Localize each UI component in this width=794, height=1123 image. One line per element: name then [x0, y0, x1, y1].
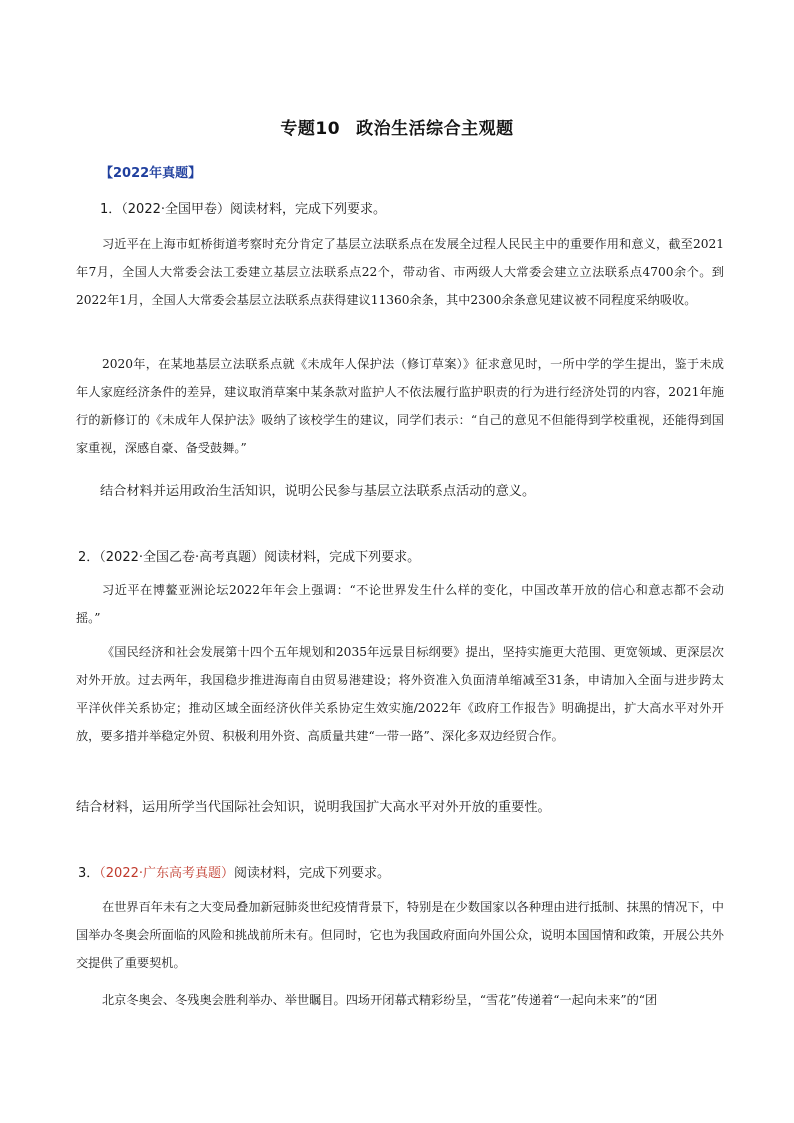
- q2-header: 2．（2022·全国乙卷·高考真题）阅读材料，完成下列要求。: [78, 550, 421, 565]
- section-tag: 【2022年真题】: [100, 166, 202, 181]
- q3-instruction: 阅读材料，完成下列要求。: [234, 866, 391, 881]
- q1-paragraph-1: 习近平在上海市虹桥街道考察时充分肯定了基层立法联系点在发展全过程人民民主中的重要作用和意义，截至2021年7月，全国人大常委会法工委建立基层立法联系点22个，带动省、市两级人大常委会建立立法联系点4700余个。到2022年1月，全国人大常委会基层立法联系点获得建议11360余条，其中2300余条意见建议被不同程度采纳吸收。: [76, 237, 724, 307]
- q2-paragraph-2: 《国民经济和社会发展第十四个五年规划和2035年远景目标纲要》提出，坚持实施更大范围、更宽领域、更深层次对外开放。过去两年，我国稳步推进海南自由贸易港建设；将外资准入负面清单缩减至31条，申请加入全面与进步跨太平洋伙伴关系协定；推动区域全面经济伙伴关系协定生效实施/2022年《政府工作报告》明确提出，扩大高水平对外开放，要多措并举稳定外贸、积极利用外资、高质量共建“一带一路”、深化多双边经贸合作。: [76, 645, 724, 743]
- q1-paragraph-2: 2020年，在某地基层立法联系点就《未成年人保护法（修订草案）》征求意见时，一所中学的学生提出，鉴于未成年人家庭经济条件的差异，建议取消草案中某条款对监护人不依法履行监护职责的行为进行经济处罚的内容，2021年施行的新修订的《未成年人保护法》吸纳了该校学生的建议，同学们表示：“自己的意见不但能得到学校重视，还能得到国家重视，深感自豪、备受鼓舞。”: [76, 357, 724, 455]
- q3-paragraph-2: 北京冬奥会、冬残奥会胜利举办、举世瞩目。四场开闭幕式精彩纷呈，“雪花”传递着“一起向未来”的“团: [102, 993, 658, 1007]
- q2-task: 结合材料，运用所学当代国际社会知识，说明我国扩大高水平对外开放的重要性。: [76, 800, 551, 815]
- q2-paragraph-1: 习近平在博鳌亚洲论坛2022年年会上强调：“不论世界发生什么样的变化，中国改革开放的信心和意志都不会动摇。”: [76, 583, 724, 625]
- title-sub: 政治生活综合主观题: [356, 119, 514, 139]
- page-title: [0, 114, 794, 139]
- q3-number: 3．: [78, 866, 100, 881]
- q1-task: 结合材料并运用政治生活知识，说明公民参与基层立法联系点活动的意义。: [100, 484, 536, 499]
- q3-source: （2022·广东高考真题）: [99, 866, 234, 881]
- title-main: 专题10: [280, 119, 341, 139]
- q3-header: [78, 862, 726, 881]
- q3-paragraph-1: 在世界百年未有之大变局叠加新冠肺炎世纪疫情背景下，特别是在少数国家以各种理由进行抵制、抹黑的情况下，中国举办冬奥会所面临的风险和挑战前所未有。但同时，它也为我国政府面向外国公众，说明本国国情和政策，开展公共外交提供了重要契机。: [76, 900, 724, 970]
- q1-header: 1．（2022·全国甲卷）阅读材料，完成下列要求。: [100, 202, 386, 217]
